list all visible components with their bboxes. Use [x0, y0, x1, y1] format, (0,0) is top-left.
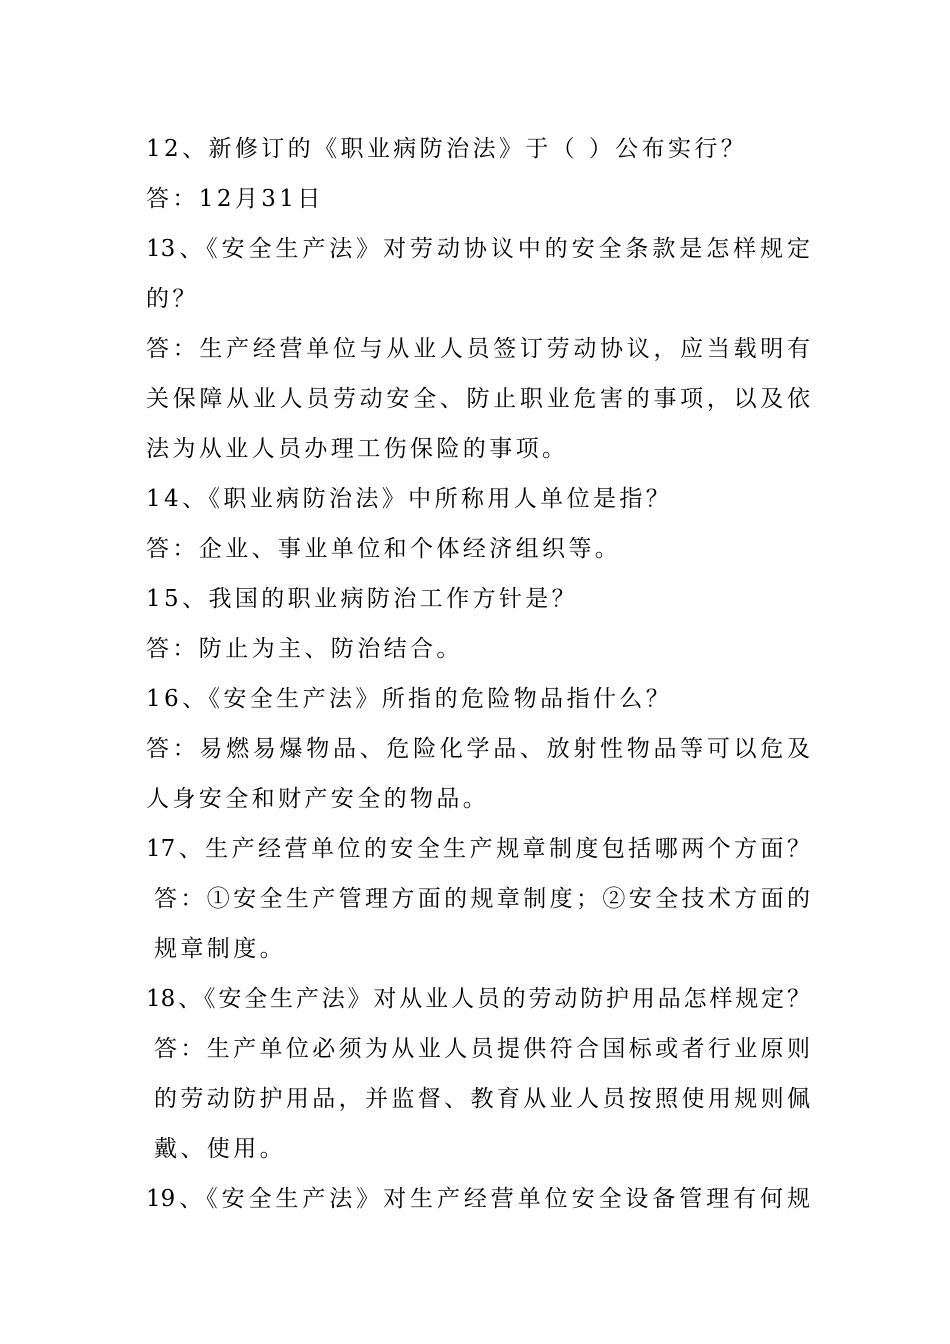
- answer-line: 规章制度。: [154, 936, 286, 962]
- answer-line: 关保障从业人员劳动安全、防止职业危害的事项，以及依: [146, 386, 810, 412]
- document-page: [146, 124, 810, 1224]
- answer-line: 答：12月31日: [146, 186, 324, 212]
- question-line: 19、《安全生产法》对生产经营单位安全设备管理有何规: [146, 1186, 810, 1212]
- question-line: 16、《安全生产法》所指的危险物品指什么？: [146, 686, 673, 712]
- answer-line: 戴、使用。: [154, 1136, 286, 1162]
- answer-line: 答：生产单位必须为从业人员提供符合国标或者行业原则: [154, 1036, 810, 1062]
- question-line: 13、《安全生产法》对劳动协议中的安全条款是怎样规定: [146, 236, 810, 262]
- answer-line: 的劳动防护用品，并监督、教育从业人员按照使用规则佩: [154, 1086, 810, 1112]
- answer-line: 人身安全和财产安全的物品。: [146, 786, 490, 812]
- question-line: 17、生产经营单位的安全生产规章制度包括哪两个方面？: [146, 836, 810, 862]
- question-line: 15、我国的职业病防治工作方针是？: [146, 586, 579, 612]
- answer-line: 法为从业人员办理工伤保险的事项。: [146, 436, 569, 462]
- answer-line: 答：①安全生产管理方面的规章制度；②安全技术方面的: [154, 886, 810, 912]
- answer-line: 答：企业、事业单位和个体经济组织等。: [146, 536, 622, 562]
- question-line: 12、新修订的《职业病防治法》于（ ）公布实行？: [146, 136, 748, 162]
- answer-line: 答：生产经营单位与从业人员签订劳动协议，应当载明有: [146, 336, 810, 362]
- question-line: 的？: [146, 286, 199, 312]
- question-line: 14、《职业病防治法》中所称用人单位是指？: [146, 486, 673, 512]
- question-line: 18、《安全生产法》对从业人员的劳动防护用品怎样规定？: [146, 986, 810, 1012]
- answer-line: 答：易燃易爆物品、危险化学品、放射性物品等可以危及: [146, 736, 810, 762]
- answer-line: 答：防止为主、防治结合。: [146, 636, 463, 662]
